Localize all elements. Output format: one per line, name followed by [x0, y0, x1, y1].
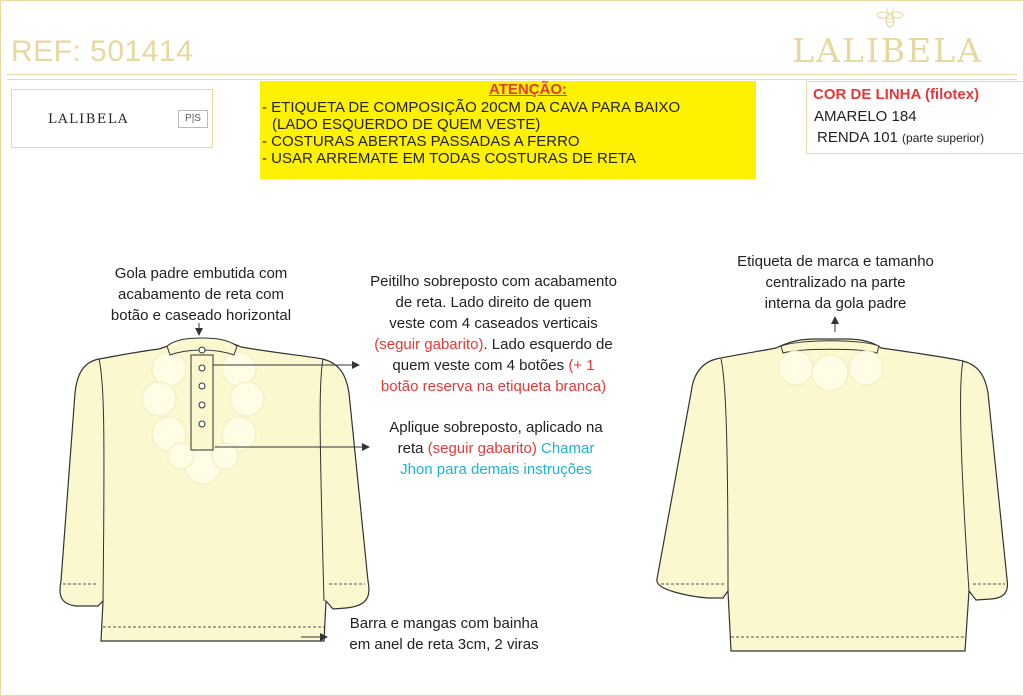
placket-note-line: botão reserva na etiqueta branca) — [380, 378, 607, 395]
attention-line: (LADO ESQUERDO DE QUEM VESTE) — [272, 116, 541, 133]
placket-note-red: (+ 1 — [568, 357, 595, 374]
thread-color-1: AMARELO 184 — [814, 108, 917, 125]
label-note — [713, 251, 958, 314]
applique-note-line: Aplique sobreposto, aplicado na — [389, 419, 603, 436]
logo-name: LALIBELA — [48, 112, 129, 127]
collar-note-line: botão e caseado horizontal — [110, 307, 292, 324]
placket-note — [341, 271, 646, 397]
placket-note-red: (seguir gabarito) — [374, 336, 484, 353]
applique-note-cyan: Chamar — [536, 440, 595, 457]
thread-color-2-note: (parte superior) — [902, 131, 985, 145]
back-shirt — [657, 339, 1008, 651]
placket-note-line — [341, 334, 646, 355]
label-note-line: Etiqueta de marca e tamanho — [737, 253, 934, 270]
applique-note-text: reta — [397, 440, 428, 457]
attention-line: - ETIQUETA DE COMPOSIÇÃO 20CM DA CAVA PARA BAIXO — [262, 99, 681, 116]
applique-note-red: (seguir gabarito) — [427, 440, 537, 457]
placket-note-text: . Lado esquerdo de — [483, 336, 613, 353]
hem-note-line: em anel de reta 3cm, 2 viras — [349, 636, 539, 653]
brand-wordmark: LALIBELA — [792, 31, 983, 70]
collar-note-line: acabamento de reta com — [118, 286, 284, 303]
label-note-line: centralizado na parte — [765, 274, 906, 291]
reference-code: REF: 501414 — [11, 35, 194, 68]
applique-note-line: Jhon para demais instruções — [400, 461, 592, 478]
attention-line: - USAR ARREMATE EM TODAS COSTURAS DE RETA — [262, 150, 636, 167]
thread-color-2-main: RENDA 101 — [817, 129, 898, 146]
collar-note-line: Gola padre embutida com — [114, 265, 288, 282]
hem-note-line: Barra e mangas com bainha — [349, 615, 539, 632]
label-note-line: interna da gola padre — [764, 295, 907, 312]
applique-note-line — [366, 438, 626, 459]
hem-note — [329, 613, 559, 655]
placket-note-line — [341, 355, 646, 376]
attention-title: ATENÇÃO: — [488, 81, 568, 98]
logo-tag: P|S — [178, 110, 208, 128]
applique-note — [366, 417, 626, 480]
front-shirt — [60, 338, 369, 641]
collar-note — [91, 263, 311, 326]
placket-note-text: quem veste com 4 botões — [392, 357, 569, 374]
thread-title: COR DE LINHA (filotex) — [813, 86, 980, 103]
placket-note-line: Peitilho sobreposto com acabamento — [370, 273, 617, 290]
placket-note-line: de reta. Lado direito de quem — [395, 294, 592, 311]
attention-line: - COSTURAS ABERTAS PASSADAS A FERRO — [262, 133, 580, 150]
placket-note-line: veste com 4 caseados verticais — [389, 315, 598, 332]
